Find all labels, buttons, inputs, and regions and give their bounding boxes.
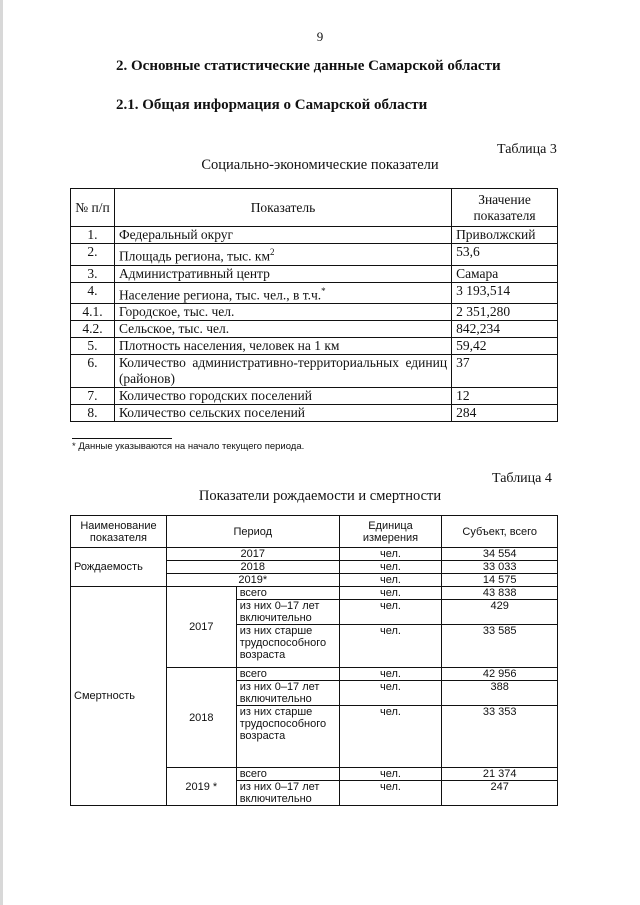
row-indicator: Площадь региона, тыс. км [118, 248, 270, 264]
table-row [71, 244, 558, 266]
row-value: 53,6 [452, 244, 558, 266]
row-value: 12 [452, 388, 558, 405]
row-value: Приволжский [452, 227, 558, 244]
row-value: 284 [452, 405, 558, 422]
value-cell: 247 [442, 781, 558, 806]
table-row [71, 405, 558, 422]
subsection-title: 2.1. Общая информация о Самарской области [116, 97, 428, 113]
page-number: 9 [316, 29, 324, 44]
unit-cell: чел. [339, 681, 442, 706]
table-header-row [71, 189, 558, 227]
sub-cell: из них 0–17 лет включительно [236, 600, 339, 625]
table4-label: Таблица 4 [492, 471, 552, 486]
table-header-row [71, 516, 558, 548]
value-cell: 33 353 [442, 706, 558, 768]
row-value: 37 [452, 355, 558, 388]
row-value: 2 351,280 [452, 304, 558, 321]
row-indicator: Плотность населения, человек на 1 км [114, 338, 451, 355]
year-cell: 2019* [166, 574, 339, 587]
footnote-marker: * [321, 285, 326, 296]
row-value: 59,42 [452, 338, 558, 355]
header-period: Период [166, 516, 339, 548]
row-num: 7. [71, 388, 115, 405]
row-indicator: Сельское, тыс. чел. [114, 321, 451, 338]
row-value: 3 193,514 [452, 282, 558, 304]
unit-cell: чел. [339, 600, 442, 625]
sub-cell: из них старше трудоспособного возраста [236, 706, 339, 768]
value-cell: 429 [442, 600, 558, 625]
row-indicator: Административный центр [114, 265, 451, 282]
row-indicator: Городское, тыс. чел. [114, 304, 451, 321]
table-birth-death [70, 515, 558, 806]
year-cell: 2017 [166, 587, 236, 668]
row-num: 5. [71, 338, 115, 355]
table-row [71, 388, 558, 405]
row-indicator: Население региона, тыс. чел., в т.ч. [118, 287, 322, 302]
header-value: Значение показателя [452, 189, 558, 227]
sub-cell: из них старше трудоспособного возраста [236, 625, 339, 668]
value-cell: 33 033 [442, 561, 558, 574]
value-cell: 43 838 [442, 587, 558, 600]
sub-cell: всего [236, 768, 339, 781]
header-subject: Субъект, всего [442, 516, 558, 548]
table-row [71, 355, 558, 388]
table-row [71, 321, 558, 338]
year-cell: 2018 [166, 668, 236, 768]
value-cell: 14 575 [442, 574, 558, 587]
table-row [71, 282, 558, 304]
table3-label: Таблица 3 [497, 142, 557, 157]
unit-cell: чел. [339, 548, 442, 561]
row-num: 8. [71, 405, 115, 422]
unit-cell: чел. [339, 574, 442, 587]
value-cell: 21 374 [442, 768, 558, 781]
year-cell: 2017 [166, 548, 339, 561]
row-num: 4.2. [71, 321, 115, 338]
row-num: 3. [71, 265, 115, 282]
table-row [71, 304, 558, 321]
row-indicator: Количество административно-территориальных единиц (районов) [114, 355, 451, 388]
table-socio-economic [70, 188, 558, 422]
unit-cell: чел. [339, 781, 442, 806]
unit-cell: чел. [339, 668, 442, 681]
table-row [71, 265, 558, 282]
superscript: 2 [270, 247, 275, 257]
header-indicator: Показатель [114, 189, 451, 227]
row-num: 4.1. [71, 304, 115, 321]
table-row [71, 227, 558, 244]
row-indicator: Федеральный округ [114, 227, 451, 244]
row-value: Самара [452, 265, 558, 282]
value-cell: 33 585 [442, 625, 558, 668]
sub-cell: из них 0–17 лет включительно [236, 681, 339, 706]
table3-caption: Социально-экономические показатели [201, 157, 439, 173]
sub-cell: из них 0–17 лет включительно [236, 781, 339, 806]
row-num: 2. [71, 244, 115, 266]
row-indicator: Количество городских поселений [114, 388, 451, 405]
unit-cell: чел. [339, 706, 442, 768]
header-unit: Единица измерения [339, 516, 442, 548]
row-indicator-cell [114, 282, 451, 304]
row-num: 6. [71, 355, 115, 388]
value-cell: 34 554 [442, 548, 558, 561]
footnote-separator [72, 438, 172, 439]
header-num: № п/п [71, 189, 115, 227]
header-name: Наименование показателя [71, 516, 167, 548]
row-indicator: Количество сельских поселений [114, 405, 451, 422]
unit-cell: чел. [339, 561, 442, 574]
row-num: 4. [71, 282, 115, 304]
year-cell: 2019 * [166, 768, 236, 806]
row-value: 842,234 [452, 321, 558, 338]
value-cell: 388 [442, 681, 558, 706]
sub-cell: всего [236, 587, 339, 600]
table-row [71, 338, 558, 355]
table-row [71, 587, 558, 600]
footnote: * Данные указываются на начало текущего периода. [72, 441, 305, 452]
section-title: 2. Основные статистические данные Самарской области [116, 58, 501, 74]
value-cell: 42 956 [442, 668, 558, 681]
table4-caption: Показатели рождаемости и смертности [198, 488, 442, 504]
birth-label: Рождаемость [71, 548, 167, 587]
sub-cell: всего [236, 668, 339, 681]
scan-edge [0, 0, 3, 905]
row-indicator-cell [114, 244, 451, 266]
row-num: 1. [71, 227, 115, 244]
death-label: Смертность [71, 587, 167, 806]
unit-cell: чел. [339, 768, 442, 781]
year-cell: 2018 [166, 561, 339, 574]
unit-cell: чел. [339, 625, 442, 668]
unit-cell: чел. [339, 587, 442, 600]
table-row [71, 548, 558, 561]
